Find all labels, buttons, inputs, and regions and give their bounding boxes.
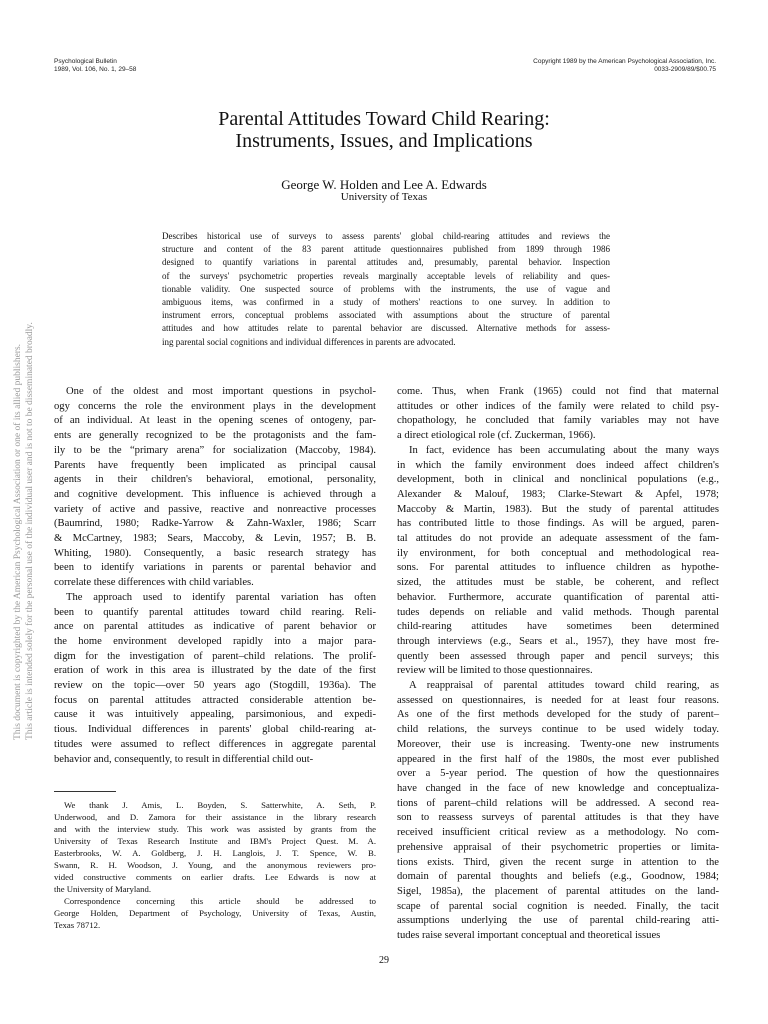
paragraph-line: tions of parent–child relations will be addressed. A second rea- bbox=[397, 797, 719, 809]
paragraph-line: Whiting, 1980). Consequently, a basic research strategy has bbox=[54, 547, 376, 559]
paragraph-line: tious. Individual differences in parents' global child-rearing at- bbox=[54, 724, 376, 736]
abstract-line: of the surveys' psychometric properties reveals marginally acceptable levels of reliability and ques- bbox=[162, 270, 610, 281]
paragraph-line: tudes raise several important conceptual and theoretical issues bbox=[397, 930, 661, 942]
paragraph-line: quently been assessed through paper and pencil surveys; this bbox=[397, 650, 719, 662]
paragraph-line: Moreover, their use is increasing. Twenty-one new instruments bbox=[397, 738, 719, 750]
paragraph-line: through interviews (e.g., Sears et al., 1957), they have most fre- bbox=[397, 635, 719, 647]
paragraph-line: over a 5-year period. The question of how the questionnaires bbox=[397, 768, 719, 780]
paragraph-line: Alexander & Malouf, 1983; Clarke-Stewart & Apfel, 1978; bbox=[397, 488, 719, 500]
abstract-line: Describes historical use of surveys to assess parents' global child-rearing attitudes and reviews the bbox=[162, 231, 610, 241]
paragraph-line: ents are generally recognized to be the protagonists and the fam- bbox=[54, 430, 376, 442]
footnote-line: Underwood, and D. Zamora for their assistance in the library research bbox=[54, 812, 376, 822]
paragraph-line: review will be limited to those questionnaires. bbox=[397, 665, 593, 677]
paragraph-line: tal attitudes do not provide an adequate assessment of the fam- bbox=[397, 533, 719, 545]
paragraph-line: domain of parental thoughts and beliefs (e.g., Goodnow, 1984; bbox=[397, 871, 719, 883]
side-notice-line-2: This article is intended solely for the personal use of the individual user and is not to be disseminated broadly. bbox=[25, 322, 35, 740]
affiliation: University of Texas bbox=[340, 191, 428, 203]
paragraph-line: tudes depends on reliable and valid methods. Though parental bbox=[397, 606, 719, 618]
abstract-line: instrument errors, conceptual problems associated with assumptions about the structure of parental bbox=[162, 310, 610, 321]
paragraph-line: focus on parental attitudes attracted considerable attention be- bbox=[54, 694, 376, 706]
paragraph-line: a direct etiological role (cf. Zuckerman, 1966). bbox=[397, 430, 596, 442]
abstract-line: structure and content of the 83 parent attitude questionnaires published from 1899 through 1986 bbox=[162, 244, 610, 255]
authors: George W. Holden and Lee A. Edwards bbox=[281, 177, 487, 192]
paragraph-line: come. Thus, when Frank (1965) could not find that maternal bbox=[397, 386, 719, 397]
footnote-line: and with the interview study. This work was assisted by grants from the bbox=[54, 824, 376, 834]
footnote-line: vided constructive comments on earlier drafts. Lee Edwards is now at bbox=[54, 872, 376, 882]
paragraph-line: In fact, evidence has been accumulating about the many ways bbox=[409, 444, 719, 456]
paragraph-line: scape of parental social cognition is needed. Finally, the tacit bbox=[397, 900, 719, 912]
paragraph-line: Parents have frequently been implicated as principal causal bbox=[54, 459, 376, 471]
paragraph-line: tions exists. Third, given the recent surge in attention to the bbox=[397, 856, 719, 868]
paragraph-line: correlate these differences with child variables. bbox=[54, 577, 254, 589]
paragraph-line: ance on parental attitudes as indicative of parent behavior or bbox=[54, 621, 376, 633]
paragraph-line: One of the oldest and most important questions in psychol- bbox=[66, 386, 376, 397]
paragraph-line: have changed in the face of new knowledge and conceptualiza- bbox=[397, 782, 719, 794]
paragraph-line: agents in their children's behavioral, emotional, personality, bbox=[54, 474, 376, 486]
footnote-line: George Holden, Department of Psychology, University of Texas, Austin, bbox=[54, 908, 376, 918]
paragraph-line: Maccoby & Martin, 1983). But the study of parental attitudes bbox=[397, 503, 719, 515]
journal-volume: 1989, Vol. 106, No. 1, 29–58 bbox=[54, 65, 137, 73]
paragraph-line: The approach used to identify parental variation has often bbox=[66, 591, 376, 603]
paragraph-line: review on the topic—over 50 years ago (Stogdill, 1936a). The bbox=[54, 680, 376, 692]
footnote-rule bbox=[54, 791, 116, 792]
paragraph-line: has contributed little to those findings. As will be argued, paren- bbox=[397, 518, 719, 530]
paragraph-line: cause it was intuitively appealing, parsimonious, and expedi- bbox=[54, 709, 376, 721]
paragraph-line: assessed on questionnaires, is needed for at least four reasons. bbox=[397, 694, 719, 706]
body-column-left bbox=[54, 385, 376, 767]
paragraph-line: been to identify variations in parents or parental behavior and bbox=[54, 562, 376, 574]
copyright-header bbox=[533, 58, 716, 73]
footnote-line: Easterbrooks, W. A. Goldberg, J. H. Langlois, J. T. Spence, W. B. bbox=[54, 848, 376, 858]
issn-code: 0033-2909/89/$00.75 bbox=[654, 65, 716, 73]
paragraph-line: (Baumrind, 1980; Radke-Yarrow & Zahn-Waxler, 1986; Scarr bbox=[54, 518, 376, 530]
paragraph-line: variety of active and passive, reactive and nonreactive processes bbox=[54, 503, 376, 515]
paragraph-line: prehensive appraisal of their psychometric properties or limita- bbox=[397, 841, 719, 853]
paragraph-line: chopathology, he concluded that family variables may not have bbox=[397, 415, 719, 427]
copyright-line: Copyright 1989 by the American Psychological Association, Inc. bbox=[533, 58, 716, 65]
paragraph-line: sons. For parental attitudes to influence children as hypothe- bbox=[397, 562, 719, 574]
abstract-line: tionable validity. One suspected source of problems with the instruments, the use of vague and bbox=[162, 283, 610, 294]
body-column-right bbox=[397, 385, 719, 944]
abstract-line: designed to quantify variations in parental attitudes and, presumably, parental behavior. Inspection bbox=[162, 257, 610, 268]
paragraph-line: A reappraisal of parental attitudes toward child rearing, as bbox=[409, 680, 719, 692]
article-title bbox=[0, 108, 768, 152]
paragraph-line: Sigel, 1985a), the placement of parental attitudes on the land- bbox=[397, 885, 719, 897]
paragraph-line: ily to be the “primary arena” for socialization (Maccoby, 1984). bbox=[54, 444, 376, 456]
paragraph-line: development, both in clinical and nonclinical populations (e.g., bbox=[397, 474, 719, 486]
paragraph-line: digm for the investigation of parent–child relations. The prolif- bbox=[54, 650, 376, 662]
journal-name: Psychological Bulletin bbox=[54, 58, 117, 65]
paragraph-line: the home environment developed rapidly into a major para- bbox=[54, 635, 376, 647]
paragraph-line: ogy concerns the role the environment plays in the development bbox=[54, 400, 376, 412]
paragraph-line: behavior and, consequently, to result in differential child out- bbox=[54, 753, 314, 765]
paragraph-line: As one of the first methods developed for the study of parent– bbox=[397, 709, 719, 721]
footnote-line: We thank J. Amis, L. Boyden, S. Satterwhite, A. Seth, P. bbox=[64, 800, 376, 810]
footnote-line: Correspondence concerning this article should be addressed to bbox=[64, 896, 376, 906]
footnote-line: Swann, R. H. Woodson, J. Young, and the anonymous reviewers pro- bbox=[54, 860, 376, 870]
paragraph-line: son to reassess surveys of parental attitudes is that they have bbox=[397, 812, 719, 824]
paragraph-line: in which the family environment does indeed affect children's bbox=[397, 459, 719, 471]
paragraph-line: and cognitive development. This influence is achieved through a bbox=[54, 488, 376, 500]
title-line-2: Instruments, Issues, and Implications bbox=[235, 130, 533, 152]
page-number: 29 bbox=[379, 955, 389, 966]
paragraph-line: received insufficient critical review as a methodology. No com- bbox=[397, 827, 719, 839]
abstract-line: ambiguous items, was confirmed in a study of mothers' reactions to one survey. In addition to bbox=[162, 297, 610, 308]
abstract bbox=[162, 230, 610, 349]
paragraph-line: ily environment, for both conceptual and methodological rea- bbox=[397, 547, 719, 559]
paragraph-line: titudes were assumed to reflect differences in aggregate parental bbox=[54, 738, 376, 750]
paragraph-line: sized, the attitudes must be stable, be coherent, and reflect bbox=[397, 577, 719, 589]
abstract-line: ing parental social cognitions and individual differences in parents are advocated. bbox=[162, 336, 456, 347]
footnote bbox=[54, 799, 376, 931]
paragraph-line: assumptions underlying the use of parental child-rearing atti- bbox=[397, 915, 719, 927]
paragraph-line: child relations, the surveys continue to be used widely today. bbox=[397, 724, 719, 736]
paragraph-line: behavior. Furthermore, accurate quantification of parental atti- bbox=[397, 591, 719, 603]
paragraph-line: & McCartney, 1983; Sears, Maccoby, & Levin, 1957; B. B. bbox=[54, 533, 376, 545]
paragraph-line: appeared in the first half of the 1980s, the most ever published bbox=[397, 753, 719, 765]
copyright-side-notice bbox=[12, 322, 36, 740]
paragraph-line: of an individual. At least in the opening scenes of ontogeny, par- bbox=[54, 415, 376, 427]
abstract-line: attitudes and how attitudes relate to parental behavior are discussed. Alternative methods for assess- bbox=[162, 323, 610, 334]
paragraph-line: been to quantify parental attitudes toward child rearing. Reli- bbox=[54, 606, 376, 618]
footnote-line: the University of Maryland. bbox=[54, 884, 151, 894]
paragraph-line: child-rearing attitudes have sometimes been determined bbox=[397, 621, 719, 633]
side-notice-line-1: This document is copyrighted by the American Psychological Association or one of its allied publishers. bbox=[13, 343, 23, 740]
footnote-line: Texas 78712. bbox=[54, 920, 101, 930]
paragraph-line: attitudes or other indices of the family were related to child psy- bbox=[397, 400, 719, 412]
title-line-1: Parental Attitudes Toward Child Rearing: bbox=[218, 108, 550, 130]
journal-header bbox=[54, 58, 136, 73]
footnote-line: University of Texas Research Institute and IBM's Project Quest. M. A. bbox=[54, 836, 376, 846]
paragraph-line: eration of work in this area is illustrated by the date of the first bbox=[54, 665, 376, 677]
